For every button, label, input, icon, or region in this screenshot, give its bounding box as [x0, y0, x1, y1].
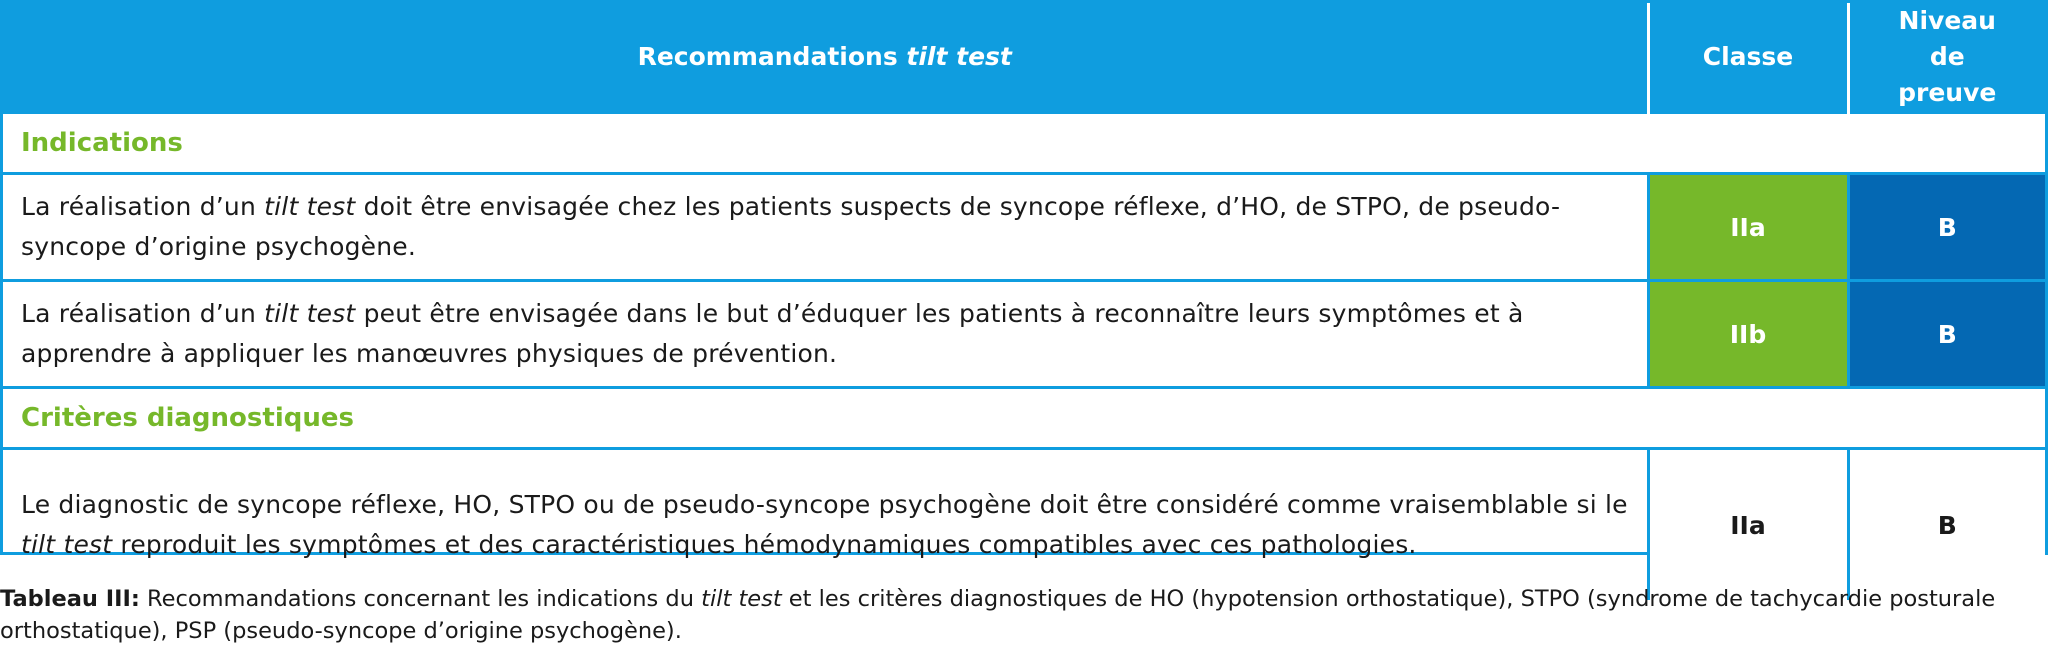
level-badge: B: [1848, 174, 2045, 281]
recommendation-text: [3, 281, 1648, 388]
recommendation-text-before: La réalisation d’un: [21, 192, 265, 221]
section-row-indications: [3, 113, 2045, 174]
recommendation-text-before: Le diagnostic de syncope réflexe, HO, STPO ou de pseudo-syncope psychogène doit être considéré comme vraisemblable si le: [21, 490, 1628, 519]
recommendations-table: [3, 3, 2045, 600]
level-badge: B: [1848, 281, 2045, 388]
recommendation-text: [3, 174, 1648, 281]
table-row: [3, 174, 2045, 281]
section-title: Indications: [3, 113, 2045, 174]
table-header-row: [3, 3, 2045, 113]
header-recommendations-prefix: Recommandations: [637, 42, 907, 71]
caption-text-italic: tilt test: [701, 586, 782, 612]
caption-label: Tableau III:: [0, 586, 140, 612]
class-badge: IIa: [1648, 174, 1848, 281]
section-title: Critères diagnostiques: [3, 388, 2045, 449]
header-recommendations-italic: tilt test: [906, 42, 1012, 71]
recommendation-text: [3, 449, 1648, 601]
recommendation-text-after: doit être envisagée chez les patients suspects de syncope réflexe, d’HO, de STPO, de pseudo-syncope d’origine psychogène.: [21, 192, 1561, 261]
recommendation-text-italic: tilt test: [264, 192, 356, 221]
table-row: [3, 449, 2045, 601]
class-badge: IIb: [1648, 281, 1848, 388]
section-row-criteria: [3, 388, 2045, 449]
recommendation-text-after: peut être envisagée dans le but d’éduquer les patients à reconnaître leurs symptômes et à apprendre à appliquer les manœuvres physiques de prévention.: [21, 299, 1524, 368]
recommendation-text-italic: tilt test: [21, 530, 113, 559]
recommendation-text-after: reproduit les symptômes et des caractéristiques hémodynamiques compatibles avec ces pathologies.: [112, 530, 1417, 559]
table-caption: [0, 583, 2040, 647]
recommendation-text-italic: tilt test: [264, 299, 356, 328]
table-row: [3, 281, 2045, 388]
header-class: Classe: [1648, 3, 1848, 113]
caption-text-after: et les critères diagnostiques de HO (hypotension orthostatique), STPO (syndrome de tachycardie posturale orthostatique), PSP (pseudo-syncope d’origine psychogène).: [0, 586, 1996, 644]
header-level-label: Niveau de preuve: [1898, 6, 1997, 107]
header-level: [1848, 3, 2045, 113]
class-value: IIa: [1648, 449, 1848, 601]
recommendation-text-before: La réalisation d’un: [21, 299, 265, 328]
header-recommendations: [3, 3, 1648, 113]
caption-text-before: Recommandations concernant les indications du: [139, 586, 702, 612]
level-value: B: [1848, 449, 2045, 601]
